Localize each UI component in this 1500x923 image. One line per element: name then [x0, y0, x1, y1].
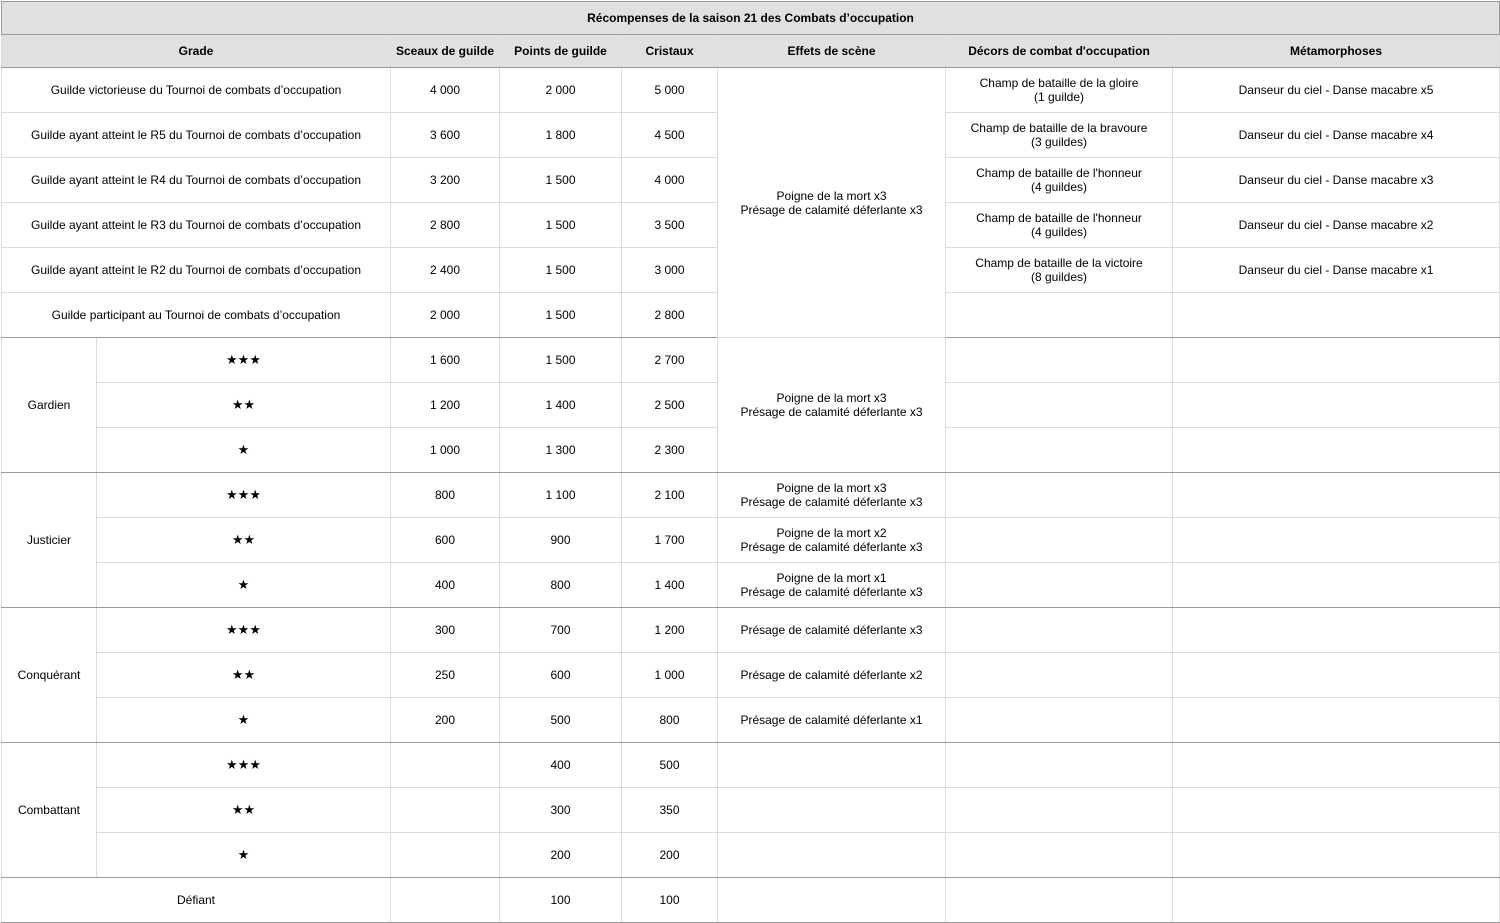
morph-cell [1173, 428, 1500, 473]
seals-cell [391, 788, 500, 833]
star-rating: ★★★ [97, 608, 391, 653]
crystals-cell: 3 000 [622, 248, 718, 293]
decor-cell [946, 473, 1173, 518]
effect-line: Poigne de la mort x2 [776, 526, 887, 540]
effects-cell: Présage de calamité déferlante x2 [718, 653, 946, 698]
crystals-cell: 3 500 [622, 203, 718, 248]
points-cell: 200 [500, 833, 622, 878]
points-cell: 600 [500, 653, 622, 698]
crystals-cell: 1 700 [622, 518, 718, 563]
star-rating: ★ [97, 563, 391, 608]
morph-cell [1173, 608, 1500, 653]
table-row [2, 788, 1500, 833]
effects-cell [718, 788, 946, 833]
rank-defiant: Défiant [2, 878, 391, 923]
header-points: Points de guilde [500, 35, 622, 68]
star-rating: ★★★ [97, 743, 391, 788]
morph-cell [1173, 383, 1500, 428]
crystals-cell: 5 000 [622, 68, 718, 113]
table-row [2, 338, 1500, 383]
decor-cell [946, 383, 1173, 428]
morph-cell [1173, 338, 1500, 383]
morph-cell: Danseur du ciel - Danse macabre x4 [1173, 113, 1500, 158]
seals-cell: 800 [391, 473, 500, 518]
crystals-cell: 1 400 [622, 563, 718, 608]
seals-cell [391, 833, 500, 878]
rank-label: Guilde ayant atteint le R5 du Tournoi de combats d’occupation [2, 113, 391, 158]
table-row [2, 68, 1500, 113]
decor-cell [946, 428, 1173, 473]
morph-cell [1173, 563, 1500, 608]
morph-cell [1173, 833, 1500, 878]
decor-name: Champ de bataille de l'honneur [976, 211, 1142, 225]
table-row [2, 518, 1500, 563]
crystals-cell: 2 800 [622, 293, 718, 338]
decor-cell [946, 293, 1173, 338]
seals-cell: 1 000 [391, 428, 500, 473]
decor-count: (4 guildes) [1030, 180, 1088, 194]
table-row [2, 473, 1500, 518]
crystals-cell: 2 500 [622, 383, 718, 428]
decor-name: Champ de bataille de la victoire [975, 256, 1143, 270]
effects-cell [718, 878, 946, 923]
effects-cell [718, 338, 946, 473]
effect-line: Présage de calamité déferlante x3 [740, 405, 923, 419]
rank-justicier: Justicier [2, 473, 97, 608]
header-effects: Effets de scène [718, 35, 946, 68]
decor-count: (8 guildes) [1030, 270, 1088, 284]
decor-cell [946, 113, 1173, 158]
crystals-cell: 2 700 [622, 338, 718, 383]
morph-cell [1173, 293, 1500, 338]
rank-conquerant: Conquérant [2, 608, 97, 743]
points-cell: 100 [500, 878, 622, 923]
seals-cell: 2 400 [391, 248, 500, 293]
decor-cell [946, 248, 1173, 293]
seals-cell [391, 878, 500, 923]
seals-cell: 2 800 [391, 203, 500, 248]
decor-cell [946, 338, 1173, 383]
star-rating: ★★ [97, 518, 391, 563]
star-rating: ★★ [97, 383, 391, 428]
morph-cell [1173, 473, 1500, 518]
table-row [2, 878, 1500, 923]
decor-cell [946, 68, 1173, 113]
crystals-cell: 100 [622, 878, 718, 923]
table-title: Récompenses de la saison 21 des Combats d’occupation [2, 2, 1500, 35]
rank-combattant: Combattant [2, 743, 97, 878]
decor-cell [946, 158, 1173, 203]
decor-count: (4 guildes) [1030, 225, 1088, 239]
header-seals: Sceaux de guilde [391, 35, 500, 68]
rank-label: Guilde ayant atteint le R4 du Tournoi de combats d’occupation [2, 158, 391, 203]
header-morph: Métamorphoses [1173, 35, 1500, 68]
star-rating: ★ [97, 428, 391, 473]
seals-cell [391, 743, 500, 788]
morph-cell: Danseur du ciel - Danse macabre x3 [1173, 158, 1500, 203]
decor-cell [946, 743, 1173, 788]
points-cell: 1 500 [500, 158, 622, 203]
header-decor: Décors de combat d'occupation [946, 35, 1173, 68]
rank-label: Guilde ayant atteint le R2 du Tournoi de combats d’occupation [2, 248, 391, 293]
crystals-cell: 800 [622, 698, 718, 743]
morph-cell [1173, 698, 1500, 743]
points-cell: 300 [500, 788, 622, 833]
effect-line: Poigne de la mort x3 [776, 188, 887, 203]
decor-cell [946, 878, 1173, 923]
points-cell: 1 500 [500, 248, 622, 293]
crystals-cell: 350 [622, 788, 718, 833]
effect-line: Poigne de la mort x3 [776, 481, 887, 495]
effects-cell [718, 563, 946, 608]
star-rating: ★★★ [97, 338, 391, 383]
seals-cell: 4 000 [391, 68, 500, 113]
decor-cell [946, 203, 1173, 248]
rank-gardien: Gardien [2, 338, 97, 473]
star-rating: ★★ [97, 788, 391, 833]
effects-cell [718, 743, 946, 788]
decor-cell [946, 608, 1173, 653]
star-rating: ★ [97, 833, 391, 878]
seals-cell: 3 600 [391, 113, 500, 158]
points-cell: 2 000 [500, 68, 622, 113]
table-row [2, 653, 1500, 698]
seals-cell: 300 [391, 608, 500, 653]
points-cell: 1 100 [500, 473, 622, 518]
effect-line: Poigne de la mort x1 [776, 571, 887, 585]
morph-cell: Danseur du ciel - Danse macabre x5 [1173, 68, 1500, 113]
points-cell: 400 [500, 743, 622, 788]
table-row [2, 743, 1500, 788]
crystals-cell: 2 300 [622, 428, 718, 473]
table-row [2, 698, 1500, 743]
header-grade: Grade [2, 35, 391, 68]
decor-cell [946, 788, 1173, 833]
table-row [2, 608, 1500, 653]
seals-cell: 2 000 [391, 293, 500, 338]
effects-cell: Présage de calamité déferlante x3 [718, 608, 946, 653]
decor-cell [946, 698, 1173, 743]
crystals-cell: 500 [622, 743, 718, 788]
header-crystals: Cristaux [622, 35, 718, 68]
effects-cell [718, 68, 946, 338]
morph-cell: Danseur du ciel - Danse macabre x1 [1173, 248, 1500, 293]
seals-cell: 600 [391, 518, 500, 563]
morph-cell [1173, 518, 1500, 563]
seals-cell: 1 200 [391, 383, 500, 428]
points-cell: 1 300 [500, 428, 622, 473]
effect-line: Présage de calamité déferlante x3 [740, 540, 923, 554]
effects-cell: Présage de calamité déferlante x1 [718, 698, 946, 743]
points-cell: 1 500 [500, 338, 622, 383]
morph-cell [1173, 878, 1500, 923]
decor-name: Champ de bataille de la gloire [979, 76, 1139, 90]
decor-cell [946, 833, 1173, 878]
points-cell: 1 400 [500, 383, 622, 428]
seals-cell: 400 [391, 563, 500, 608]
points-cell: 800 [500, 563, 622, 608]
crystals-cell: 4 500 [622, 113, 718, 158]
morph-cell: Danseur du ciel - Danse macabre x2 [1173, 203, 1500, 248]
table-row [2, 563, 1500, 608]
crystals-cell: 2 100 [622, 473, 718, 518]
crystals-cell: 4 000 [622, 158, 718, 203]
decor-count: (3 guildes) [1030, 135, 1088, 149]
points-cell: 700 [500, 608, 622, 653]
seals-cell: 200 [391, 698, 500, 743]
morph-cell [1173, 788, 1500, 833]
header-row [2, 35, 1500, 68]
decor-cell [946, 563, 1173, 608]
decor-name: Champ de bataille de l'honneur [976, 166, 1142, 180]
star-rating: ★★ [97, 653, 391, 698]
rank-label: Guilde victorieuse du Tournoi de combats d’occupation [2, 68, 391, 113]
effect-line: Poigne de la mort x3 [776, 391, 887, 405]
points-cell: 1 800 [500, 113, 622, 158]
morph-cell [1173, 653, 1500, 698]
points-cell: 1 500 [500, 203, 622, 248]
points-cell: 1 500 [500, 293, 622, 338]
effect-line: Présage de calamité déferlante x3 [740, 495, 923, 509]
crystals-cell: 1 000 [622, 653, 718, 698]
effect-line: Présage de calamité déferlante x3 [740, 202, 923, 217]
decor-count: (1 guilde) [1033, 90, 1085, 104]
decor-cell [946, 518, 1173, 563]
seals-cell: 250 [391, 653, 500, 698]
points-cell: 500 [500, 698, 622, 743]
effects-cell [718, 518, 946, 563]
rewards-table [1, 1, 1500, 923]
effects-cell [718, 833, 946, 878]
star-rating: ★ [97, 698, 391, 743]
morph-cell [1173, 743, 1500, 788]
decor-cell [946, 653, 1173, 698]
star-rating: ★★★ [97, 473, 391, 518]
crystals-cell: 200 [622, 833, 718, 878]
seals-cell: 3 200 [391, 158, 500, 203]
rank-label: Guilde ayant atteint le R3 du Tournoi de combats d’occupation [2, 203, 391, 248]
decor-name: Champ de bataille de la bravoure [970, 121, 1148, 135]
title-row [2, 2, 1500, 35]
rank-label: Guilde participant au Tournoi de combats d’occupation [2, 293, 391, 338]
effects-cell [718, 473, 946, 518]
points-cell: 900 [500, 518, 622, 563]
crystals-cell: 1 200 [622, 608, 718, 653]
seals-cell: 1 600 [391, 338, 500, 383]
effect-line: Présage de calamité déferlante x3 [740, 585, 923, 599]
table-row [2, 833, 1500, 878]
